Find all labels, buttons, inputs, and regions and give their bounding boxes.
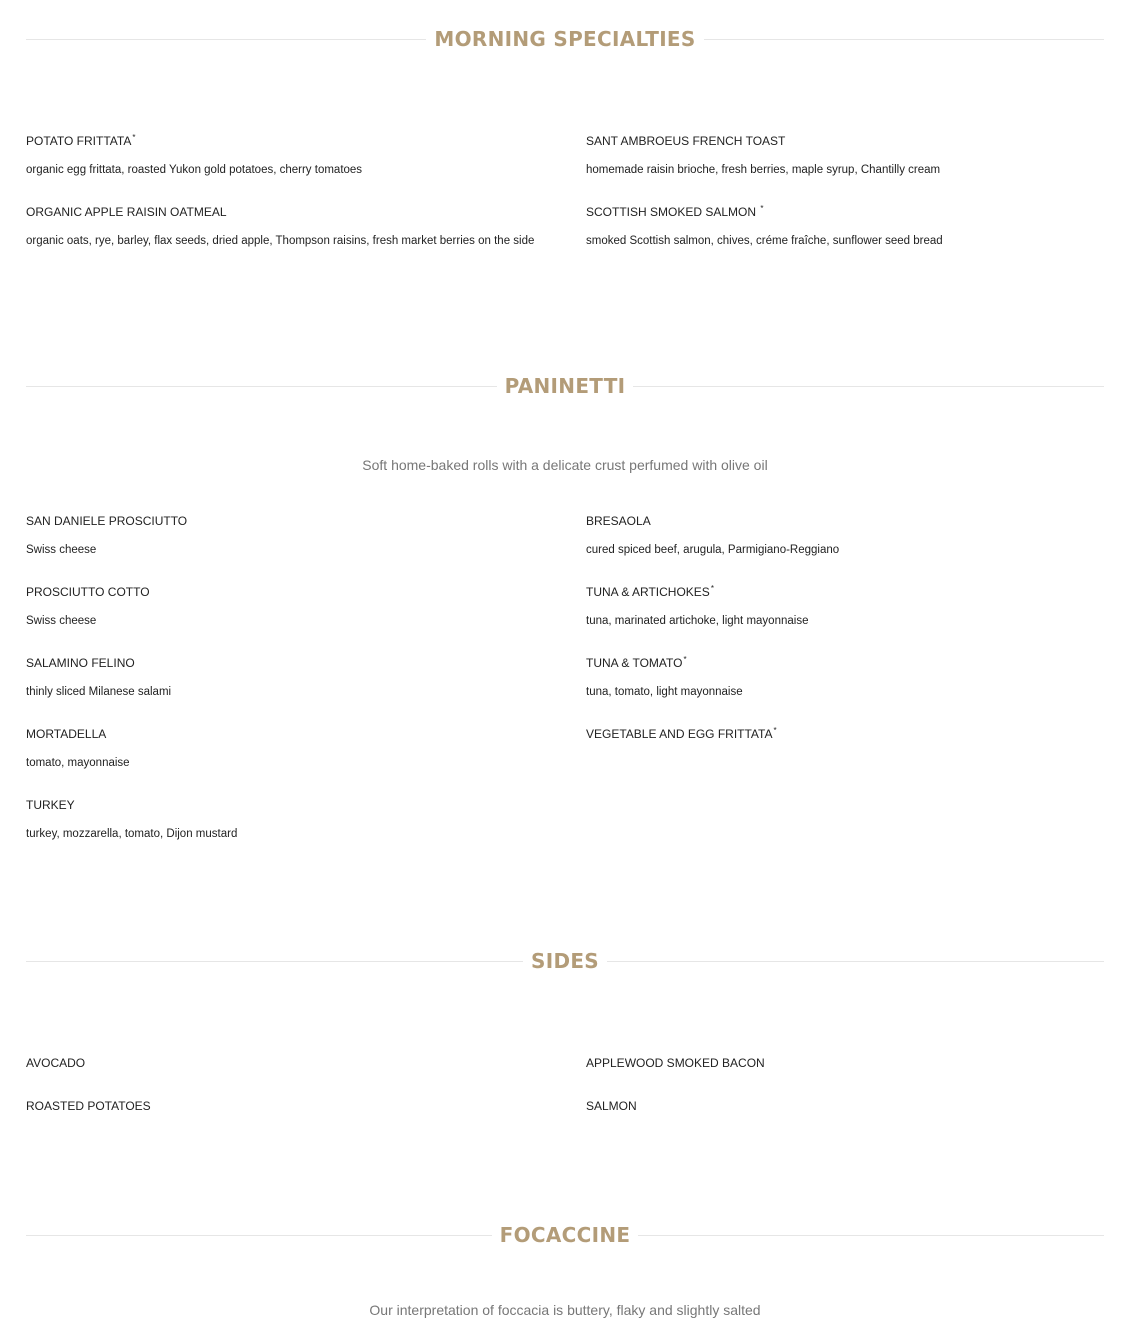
divider-left <box>26 386 497 387</box>
divider-left <box>26 1235 492 1236</box>
item-description: homemade raisin brioche, fresh berries, maple syrup, Chantilly cream <box>586 164 941 176</box>
section-tagline: Soft home-baked rolls with a delicate crust perfumed with olive oil <box>362 457 768 473</box>
divider-right <box>638 1235 1104 1236</box>
divider-right <box>704 39 1104 40</box>
menu-item-french-toast <box>586 133 1106 179</box>
item-name: SCOTTISH SMOKED SALMON * <box>586 204 764 219</box>
section-title: MORNING SPECIALTIES <box>434 27 696 51</box>
section-title: SIDES <box>531 949 600 973</box>
item-name: TUNA & TOMATO* <box>586 655 687 670</box>
item-description: tomato, mayonnaise <box>26 757 130 769</box>
menu-item-potato-frittata <box>26 133 546 179</box>
item-description: Swiss cheese <box>26 615 97 627</box>
item-description: organic oats, rye, barley, flax seeds, dried apple, Thompson raisins, fresh market berries on the side <box>26 235 535 247</box>
item-description: Swiss cheese <box>26 544 97 556</box>
item-name: TURKEY <box>26 798 75 812</box>
divider-left <box>26 39 426 40</box>
asterisk-mark: * <box>132 133 136 142</box>
menu-item-tuna-artichokes <box>586 584 1106 630</box>
section-header-paninetti <box>26 371 1104 401</box>
menu-item-bresaola <box>586 513 1106 559</box>
menu-item-roasted-potatoes <box>26 1098 546 1114</box>
item-description: tuna, tomato, light mayonnaise <box>586 686 743 698</box>
menu-item-mortadella <box>26 726 546 772</box>
item-name: TUNA & ARTICHOKES* <box>586 584 714 599</box>
divider-right <box>633 386 1104 387</box>
item-name: ORGANIC APPLE RAISIN OATMEAL <box>26 205 227 219</box>
item-name: SAN DANIELE PROSCIUTTO <box>26 514 188 528</box>
item-name: ROASTED POTATOES <box>26 1099 151 1113</box>
section-header-focaccine <box>26 1220 1104 1250</box>
menu-item-tuna-tomato <box>586 655 1106 701</box>
menu-item-salmon <box>586 1098 1106 1114</box>
menu-item-salamino-felino <box>26 655 546 701</box>
section-header-sides <box>26 946 1104 976</box>
menu-item-turkey <box>26 797 546 843</box>
item-name: AVOCADO <box>26 1056 86 1070</box>
menu-item-san-daniele-prosciutto <box>26 513 546 559</box>
item-name: POTATO FRITTATA* <box>26 133 136 148</box>
asterisk-mark: * <box>760 204 764 213</box>
item-description: organic egg frittata, roasted Yukon gold potatoes, cherry tomatoes <box>26 164 363 176</box>
item-name: BRESAOLA <box>586 514 651 528</box>
item-name: VEGETABLE AND EGG FRITTATA* <box>586 726 777 741</box>
section-tagline: Our interpretation of foccacia is buttery, flaky and slightly salted <box>369 1302 761 1318</box>
section-title: PANINETTI <box>504 374 626 398</box>
divider-left <box>26 961 523 962</box>
menu-item-prosciutto-cotto <box>26 584 546 630</box>
section-title: FOCACCINE <box>499 1223 631 1247</box>
item-name: SALAMINO FELINO <box>26 656 135 670</box>
item-name: PROSCIUTTO COTTO <box>26 585 150 599</box>
item-name: MORTADELLA <box>26 727 107 741</box>
menu-item-smoked-salmon <box>586 204 1106 250</box>
item-description: turkey, mozzarella, tomato, Dijon mustard <box>26 828 238 840</box>
item-name: APPLEWOOD SMOKED BACON <box>586 1056 765 1070</box>
divider-right <box>607 961 1104 962</box>
menu-item-avocado <box>26 1055 546 1071</box>
item-description: smoked Scottish salmon, chives, créme fraîche, sunflower seed bread <box>586 235 943 247</box>
section-header-morning-specialties <box>26 24 1104 54</box>
asterisk-mark: * <box>710 584 714 593</box>
item-description: cured spiced beef, arugula, Parmigiano-Reggiano <box>586 544 840 556</box>
menu-item-applewood-bacon <box>586 1055 1106 1071</box>
item-description: tuna, marinated artichoke, light mayonnaise <box>586 615 809 627</box>
item-description: thinly sliced Milanese salami <box>26 686 172 698</box>
menu-item-vegetable-egg-frittata <box>586 726 1106 742</box>
item-name: SALMON <box>586 1099 637 1113</box>
asterisk-mark: * <box>683 655 687 664</box>
item-name: SANT AMBROEUS FRENCH TOAST <box>586 134 786 148</box>
asterisk-mark: * <box>773 726 777 735</box>
menu-item-oatmeal <box>26 204 546 250</box>
